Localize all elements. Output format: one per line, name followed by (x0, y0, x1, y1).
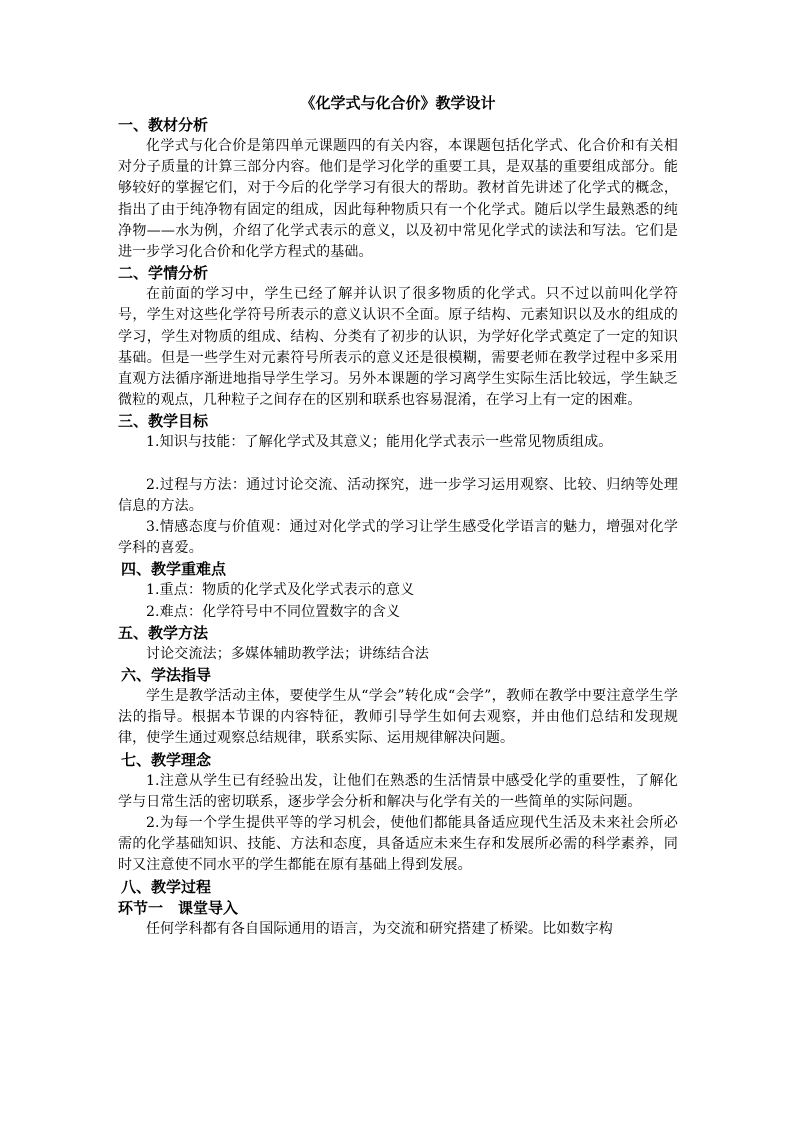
paragraph-study-guidance: 学生是教学活动主体，要使学生从“学会”转化成“会学”，教师在教学中要注意学生学法的指导。根据本节课的内容特征，教师引导学生如何去观察，并由他们总结和发现规律，使学生通过观察总结规律，联系实际、运用规律解决问题。 (118, 688, 678, 747)
document-title: 《化学式与化合价》教学设计 (300, 94, 496, 112)
key-point: 1.重点：物质的化学式及化学式表示的意义 (146, 582, 415, 599)
section-heading-student-analysis: 二、学情分析 (118, 264, 209, 283)
section-heading-textbook-analysis: 一、教材分析 (118, 116, 209, 134)
philosophy-item-2: 2.为每一个学生提供平等的学习机会，使他们都能具备适应现代生活及未来社会所必需的化学基础知识、技能、方法和态度，具备适应未来生存和发展所必需的科学素养，同时又注意使不同水平的学生都能在原有基础上得到发展。 (118, 815, 678, 874)
goal-knowledge-skills: 1.知识与技能：了解化学式及其意义；能用化学式表示一些常见物质组成。 (146, 434, 613, 451)
paragraph-textbook-analysis: 化学式与化合价是第四单元课题四的有关内容，本课题包括化学式、化合价和有关相对分子质量的计算三部分内容。他们是学习化学的重要工具，是双基的重要组成部分。能够较好的掌握它们，对于今后的化学学习有很大的帮助。教材首先讲述了化学式的概念，指出了由于纯净物有固定的组成，因此每种物质只有一个化学式。随后以学生最熟悉的纯净物——水为例，介绍了化学式表示的意义，以及初中常见化学式的读法和写法。它们是进一步学习化合价和化学方程式的基础。 (118, 138, 678, 261)
goal-attitudes-values: 3.情感态度与价值观：通过对化学式的学习让学生感受化学语言的魅力，增强对化学学科的喜爱。 (118, 519, 678, 557)
section-heading-teaching-methods: 五、教学方法 (118, 623, 209, 642)
section-heading-study-guidance: 六、学法指导 (121, 666, 212, 685)
document-page (118, 92, 678, 940)
section-heading-teaching-philosophy: 七、教学理念 (121, 750, 212, 769)
difficult-point: 2.难点：化学符号中不同位置数字的含义 (146, 603, 401, 620)
section-heading-key-points: 四、教学重难点 (121, 560, 227, 579)
sub-heading-lesson-intro: 环节一 课堂导入 (118, 898, 239, 917)
section-heading-teaching-process: 八、教学过程 (121, 877, 212, 896)
goal-process-methods: 2.过程与方法：通过讨论交流、活动探究，进一步学习运用观察、比较、归纳等处理信息的方法。 (118, 476, 678, 514)
paragraph-teaching-methods: 讨论交流法；多媒体辅助教学法；讲练结合法 (146, 645, 429, 662)
paragraph-lesson-intro: 任何学科都有各自国际通用的语言，为交流和研究搭建了桥梁。比如数字构 (146, 920, 613, 937)
section-heading-teaching-goals: 三、教学目标 (118, 412, 209, 431)
philosophy-item-1: 1.注意从学生已有经验出发，让他们在熟悉的生活情景中感受化学的重要性，了解化学与日常生活的密切联系，逐步学会分析和解决与化学有关的一些简单的实际问题。 (118, 772, 678, 810)
paragraph-student-analysis: 在前面的学习中，学生已经了解并认识了很多物质的化学式。只不过以前叫化学符号，学生对这些化学符号所表示的意义认识不全面。原子结构、元素知识以及水的组成的学习，学生对物质的组成、结构、分类有了初步的认识，为学好化学式奠定了一定的知识基础。但是一些学生对元素符号所表示的意义还是很模糊，需要老师在教学过程中多采用直观方法循序渐进地指导学生学习。另外本课题的学习离学生实际生活比较远，学生缺乏微粒的观点，几种粒子之间存在的区别和联系也容易混淆，在学习上有一定的困难。 (118, 286, 678, 409)
blank-line (118, 454, 678, 475)
